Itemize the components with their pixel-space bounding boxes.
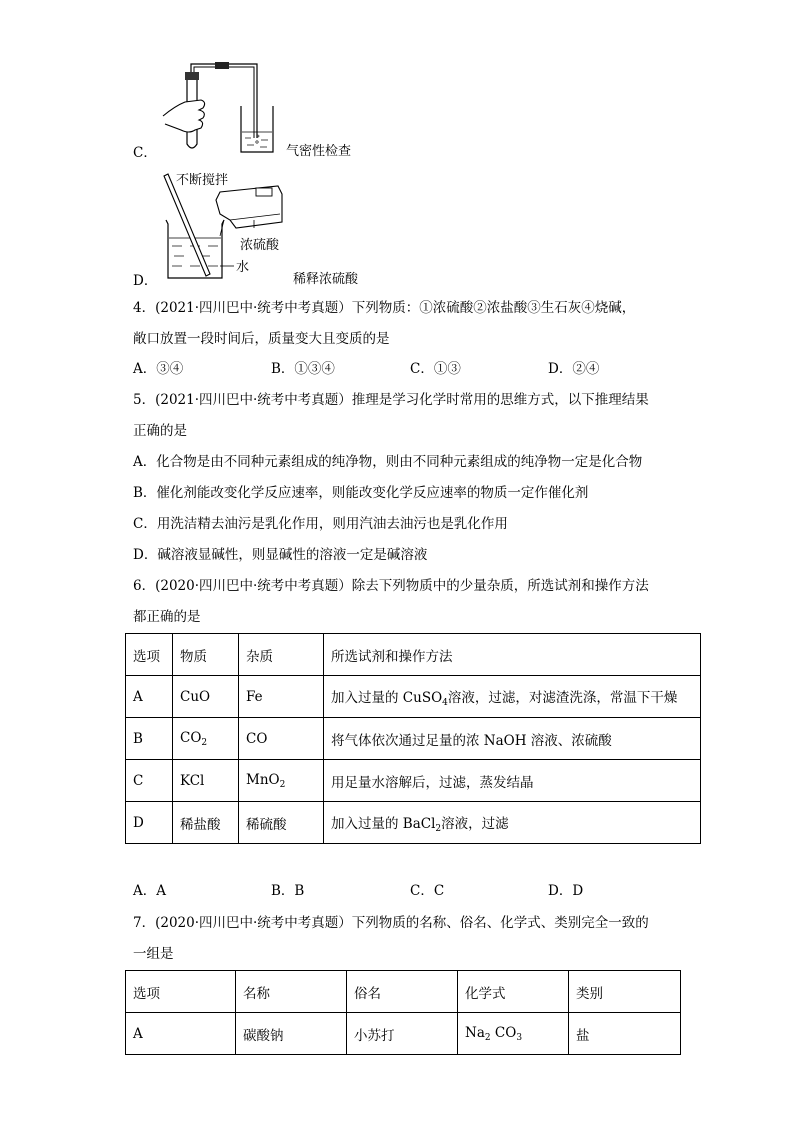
q5-stem-line1: 5．(2021·四川巴中·统考中考真题）推理是学习化学时常用的思维方式，以下推理结果 (133, 392, 649, 408)
figure-c-letter: C． (133, 145, 157, 161)
q5-option-b[interactable]: B．催化剂能改变化学反应速率，则能改变化学反应速率的物质一定作催化剂 (133, 485, 589, 501)
option-cell: C (126, 760, 173, 802)
subscript: 2 (279, 779, 286, 790)
q5-option-d[interactable]: D．碱溶液显碱性，则显碱性的溶液一定是碱溶液 (133, 547, 428, 563)
q7-stem-line2: 一组是 (133, 946, 174, 962)
method-cell (324, 676, 701, 718)
substance-cell: KCl (173, 760, 239, 802)
subscript: 4 (442, 697, 448, 708)
header-cell: 类别 (569, 971, 681, 1013)
q4-option-c[interactable]: C．①③ (410, 361, 461, 377)
q6-option-c[interactable]: C．C (410, 883, 445, 899)
subscript: 3 (516, 1032, 523, 1043)
formula-cell (458, 1013, 569, 1055)
method-text: 加入过量的 CuSO (331, 689, 443, 706)
substance-cell: CuO (173, 676, 239, 718)
q7-table (125, 970, 681, 1055)
q6-option-d[interactable]: D．D (548, 883, 584, 899)
table-header-row (126, 634, 701, 676)
header-cell: 选项 (126, 971, 236, 1013)
formula-text: MnO (246, 771, 280, 788)
header-cell: 名称 (236, 971, 347, 1013)
q6-stem-line1: 6．(2020·四川巴中·统考中考真题）除去下列物质中的少量杂质，所选试剂和操作方法 (133, 578, 649, 594)
category-cell: 盐 (569, 1013, 681, 1055)
q6-option-b[interactable]: B．B (271, 883, 305, 899)
table-row (126, 760, 701, 802)
subscript: 2 (201, 737, 208, 748)
q5-option-c[interactable]: C．用洗洁精去油污是乳化作用，则用汽油去油污也是乳化作用 (133, 516, 508, 532)
method-text: 溶液，过滤，对滤渣洗涤，常温下干燥 (447, 689, 678, 706)
substance-cell: 稀盐酸 (173, 802, 239, 844)
figure-d-letter: D． (133, 273, 158, 289)
table-row (126, 718, 701, 760)
q5-option-a[interactable]: A．化合物是由不同种元素组成的纯净物，则由不同种元素组成的纯净物一定是化合物 (133, 454, 643, 470)
formula-text: CO (490, 1024, 517, 1041)
q4-option-b[interactable]: B．①③④ (271, 361, 335, 377)
q4-option-a[interactable]: A．③④ (133, 361, 184, 377)
option-cell: D (126, 802, 173, 844)
table-row (126, 676, 701, 718)
airtightness-check-diagram (155, 58, 285, 158)
header-cell: 化学式 (458, 971, 569, 1013)
q4-option-d[interactable]: D．②④ (548, 361, 600, 377)
impurity-cell: CO (239, 718, 324, 760)
table-header-row (126, 971, 681, 1013)
method-cell: 将气体依次通过足量的浓 NaOH 溶液、浓硫酸 (324, 718, 701, 760)
impurity-cell: Fe (239, 676, 324, 718)
hand (163, 100, 205, 132)
impurity-cell: 稀硫酸 (239, 802, 324, 844)
figure-c-caption: 气密性检查 (286, 144, 352, 159)
substance-cell (173, 718, 239, 760)
figure-d-caption: 稀释浓硫酸 (293, 272, 359, 287)
impurity-cell (239, 760, 324, 802)
table-row (126, 802, 701, 844)
label-acid: 浓硫酸 (240, 238, 280, 253)
name-cell: 碳酸钠 (236, 1013, 347, 1055)
q4-stem-line1: 4．(2021·四川巴中·统考中考真题）下列物质：①浓硫酸②浓盐酸③生石灰④烧碱， (133, 300, 636, 316)
q7-stem-line1: 7．(2020·四川巴中·统考中考真题）下列物质的名称、俗名、化学式、类别完全一致的 (133, 915, 649, 931)
method-text: 溶液，过滤 (441, 815, 509, 832)
header-cell: 选项 (126, 634, 173, 676)
table-row (126, 1013, 681, 1055)
formula-text: CO (180, 729, 202, 746)
label-water: 水 (236, 260, 250, 275)
rubber-stopper (185, 72, 199, 80)
subscript: 2 (435, 823, 442, 834)
formula-text: Na (465, 1024, 485, 1041)
header-cell: 所选试剂和操作方法 (324, 634, 701, 676)
q4-stem-line2: 敞口放置一段时间后，质量变大且变质的是 (133, 331, 390, 347)
header-cell: 杂质 (239, 634, 324, 676)
header-cell: 俗名 (347, 971, 458, 1013)
method-cell (324, 802, 701, 844)
subscript: 2 (484, 1032, 491, 1043)
q5-stem-line2: 正确的是 (133, 423, 187, 439)
q6-table (125, 633, 701, 844)
common-name-cell: 小苏打 (347, 1013, 458, 1055)
q6-stem-line2: 都正确的是 (133, 609, 201, 625)
method-cell: 用足量水溶解后，过滤，蒸发结晶 (324, 760, 701, 802)
option-cell: A (126, 1013, 236, 1055)
option-cell: A (126, 676, 173, 718)
header-cell: 物质 (173, 634, 239, 676)
method-text: 加入过量的 BaCl (331, 815, 436, 832)
tube-connector (215, 62, 229, 69)
label-stir: 不断搅拌 (176, 173, 229, 188)
q6-option-a[interactable]: A．A (133, 883, 166, 899)
option-cell: B (126, 718, 173, 760)
